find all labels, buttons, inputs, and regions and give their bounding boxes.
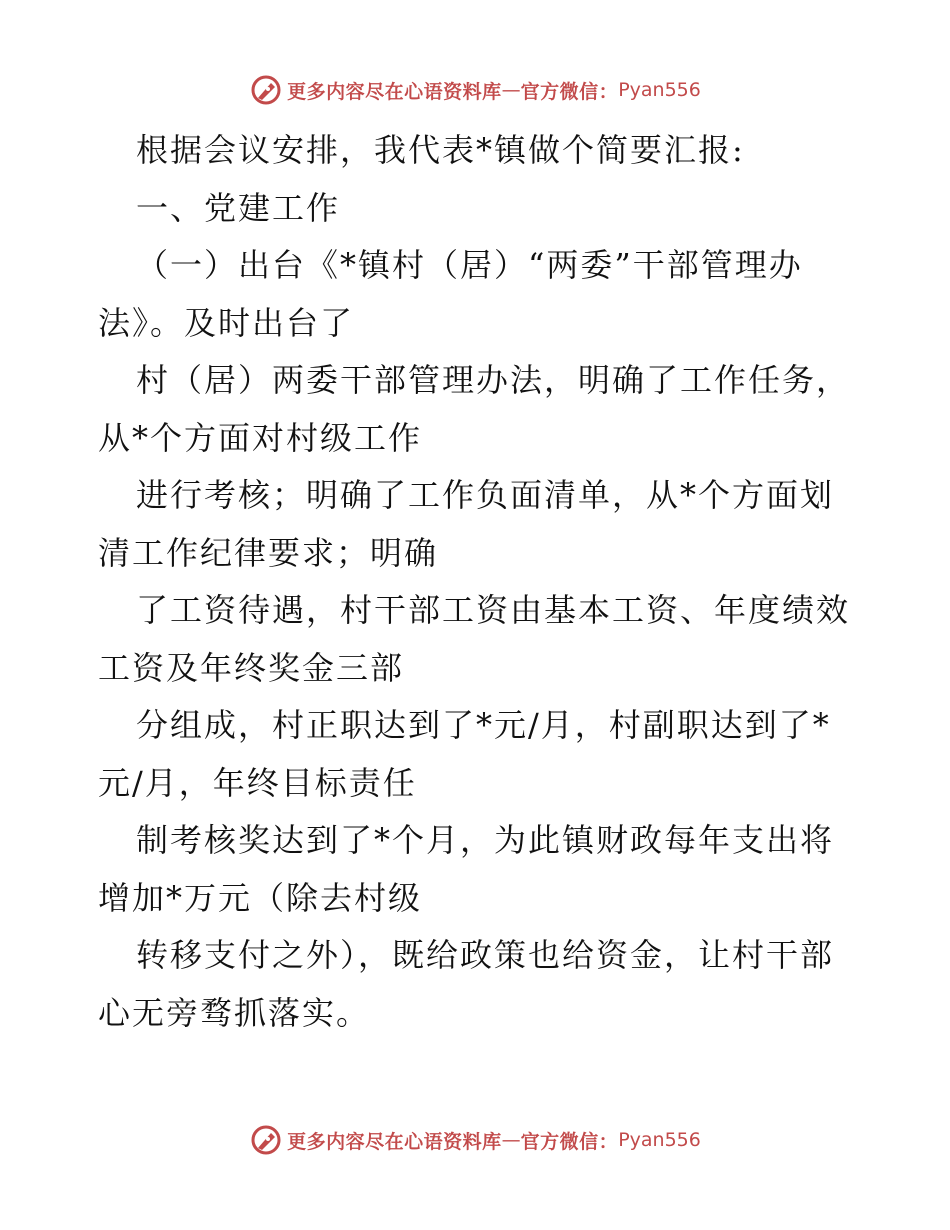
document-body	[98, 122, 858, 1042]
text-line: 从*个方面对村级工作	[98, 418, 423, 457]
watermark-separator: —	[501, 79, 521, 101]
watermark-label: 官方微信：	[520, 1130, 619, 1153]
text-line: 法》。及时出台了	[98, 303, 355, 342]
text-line: 心无旁骛抓落实。	[98, 993, 371, 1032]
header-watermark	[0, 70, 950, 110]
text-line: 村（居）两委干部管理办法，明确了工作任务，	[136, 361, 851, 399]
pen-nib-logo-icon	[249, 73, 283, 107]
text-line: （一）出台《*镇村（居）“两委”干部管理办	[136, 246, 803, 284]
text-line: 了工资待遇，村干部工资由基本工资、年度绩效	[136, 591, 851, 629]
text-line: 进行考核；明确了工作负面清单，从*个方面划	[136, 476, 835, 514]
footer-watermark	[0, 1120, 950, 1160]
text-line: 清工作纪律要求；明确	[98, 533, 439, 572]
text-line: 根据会议安排，我代表*镇做个简要汇报:	[136, 131, 745, 169]
watermark-id: Pyan556	[618, 79, 701, 101]
watermark-text: 更多内容尽在心语资料库	[287, 1130, 502, 1153]
text-line: 制考核奖达到了*个月，为此镇财政每年支出将	[136, 821, 835, 859]
watermark-text: 更多内容尽在心语资料库	[287, 80, 502, 103]
watermark-separator: —	[501, 1129, 521, 1151]
text-line: 增加*万元（除去村级	[98, 878, 423, 917]
pen-nib-logo-icon	[249, 1123, 283, 1157]
text-line: 分组成，村正职达到了*元/月，村副职达到了*	[136, 706, 831, 744]
text-line: 工资及年终奖金三部	[98, 648, 405, 687]
text-line: 元/月，年终目标责任	[98, 763, 417, 802]
watermark-label: 官方微信：	[520, 80, 619, 103]
watermark-id: Pyan556	[618, 1129, 701, 1151]
text-line: 转移支付之外），既给政策也给资金，让村干部	[136, 936, 835, 974]
section-heading: 一、党建工作	[136, 188, 341, 227]
